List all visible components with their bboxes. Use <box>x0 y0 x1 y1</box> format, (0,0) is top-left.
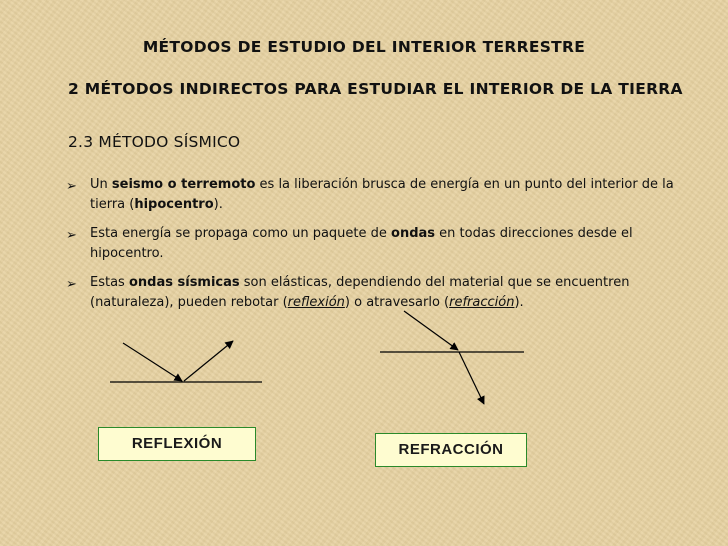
reflection-diagram <box>110 341 262 382</box>
refraccion-label-box: REFRACCIÓN <box>375 433 527 467</box>
bullet-bold-term: hipocentro <box>134 197 214 212</box>
reflected-ray-arrow <box>184 341 233 381</box>
bullet-text: ). <box>514 295 524 310</box>
section-title: 2 MÉTODOS INDIRECTOS PARA ESTUDIAR EL INTERIOR DE LA TIERRA <box>68 80 683 98</box>
incident-ray-arrow <box>123 343 182 381</box>
reflexion-label-box: REFLEXIÓN <box>98 427 256 461</box>
bullet-bold-term: seismo o terremoto <box>111 177 256 192</box>
reflexion-link[interactable]: reflexión <box>287 295 345 310</box>
bullet-bold-term: ondas <box>391 226 436 241</box>
incident-ray-arrow <box>404 311 458 350</box>
refraccion-link[interactable]: refracción <box>449 295 515 310</box>
main-title: MÉTODOS DE ESTUDIO DEL INTERIOR TERRESTRE <box>142 38 586 56</box>
bullet-text: es la liberación brusca de energía en un punto del interior de la tierra ( <box>90 177 674 212</box>
subsection-title: 2.3 MÉTODO SÍSMICO <box>68 133 241 151</box>
arrow-bullet-icon: ➢ <box>66 228 77 243</box>
refraction-diagram <box>380 311 524 404</box>
bullet-text: ). <box>213 197 223 212</box>
bullet-text: son elásticas, dependiendo del material que se encuentren (naturaleza), pueden rebotar ( <box>90 275 630 310</box>
bullet-text: Estas <box>90 275 129 290</box>
refracted-ray-arrow <box>459 352 484 404</box>
bullet-text: ) o atravesarlo ( <box>344 295 450 310</box>
bullet-bold-term: ondas sísmicas <box>128 275 240 290</box>
bullet-text: Un <box>90 177 112 192</box>
bullet-text: Esta energía se propaga como un paquete de <box>90 226 392 241</box>
arrow-bullet-icon: ➢ <box>66 179 77 194</box>
arrow-bullet-icon: ➢ <box>66 277 77 292</box>
bullet-text: en todas direcciones desde el hipocentro. <box>90 226 633 261</box>
